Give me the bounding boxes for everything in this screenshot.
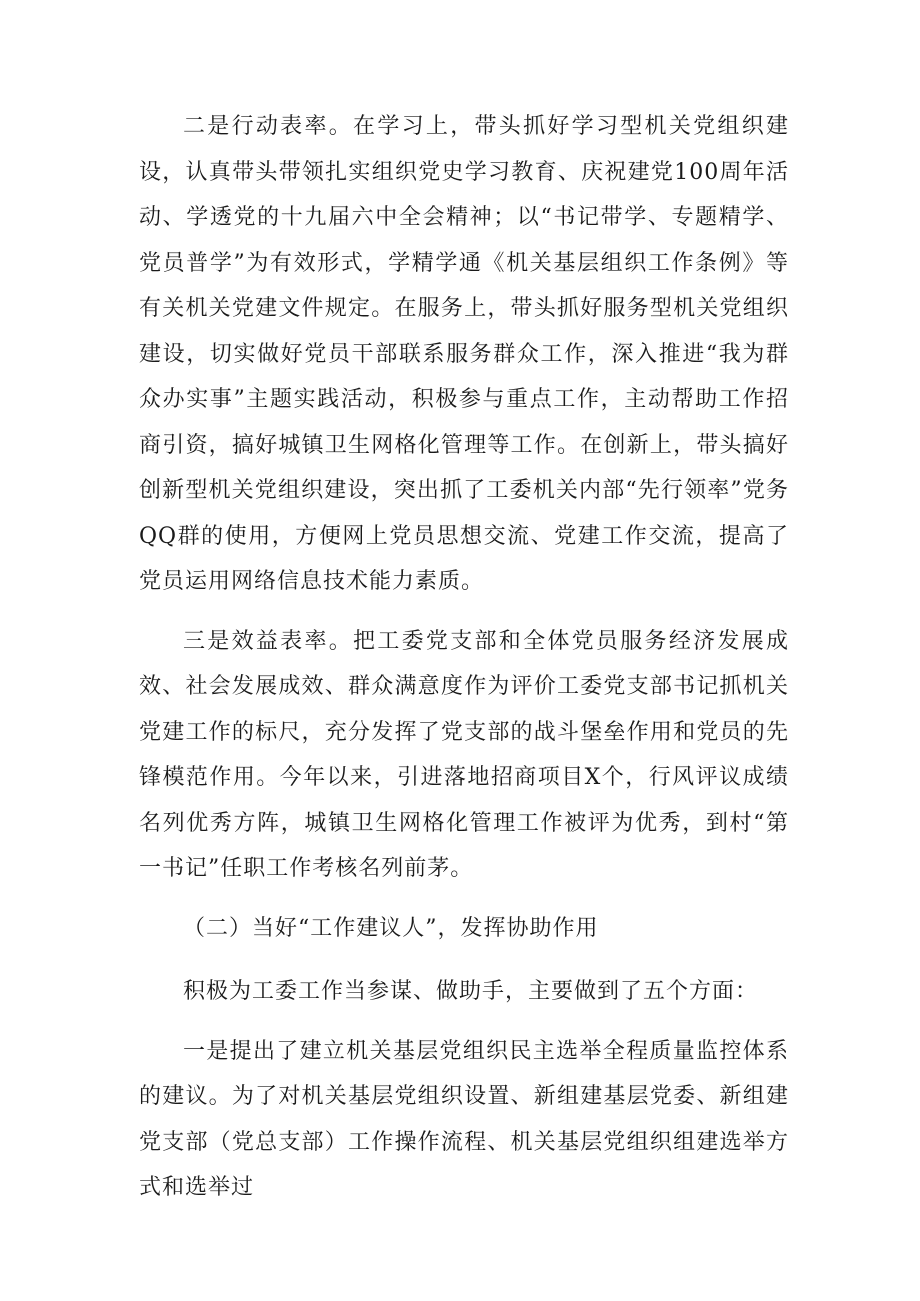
paragraph-action-example: 二是行动表率。在学习上，带头抓好学习型机关党组织建设，认真带头带领扎实组织党史学习教育、庆祝建党100周年活动、学透党的十九届六中全会精神；以“书记带学、专题精学、党员普学”为有效形式，学精学通《机关基层组织工作条例》等有关机关党建文件规定。在服务上，带头抓好服务型机关党组织建设，切实做好党员干部联系服务群众工作，深入推进“我为群众办实事”主题实践活动，积极参与重点工作，主动帮助工作招商引资，搞好城镇卫生网格化管理等工作。在创新上，带头搞好创新型机关党组织建设，突出抓了工委机关内部“先行领率”党务QQ群的使用，方便网上党员思想交流、党建工作交流，提高了党员运用网络信息技术能力素质。: [139, 114, 789, 594]
paragraph-proposal-one: 一是提出了建立机关基层党组织民主选举全程质量监控体系的建议。为了对机关基层党组织设置、新组建基层党委、新组建党支部（党总支部）工作操作流程、机关基层党组织组建选举方式和选举过: [139, 1038, 789, 1200]
paragraph-benefit-example: 三是效益表率。把工委党支部和全体党员服务经济发展成效、社会发展成效、群众满意度作为评价工委党支部书记抓机关党建工作的标尺，充分发挥了党支部的战斗堡垒作用和党员的先锋模范作用。今年以来，引进落地招商项目X个，行风评议成绩名列优秀方阵，城镇卫生网格化管理工作被评为优秀，到村“第一书记”任职工作考核名列前茅。: [139, 628, 789, 881]
section-heading-work-advisor: （二）当好“工作建议人”，发挥协助作用: [183, 915, 599, 941]
document-page: [139, 104, 789, 1211]
paragraph-five-aspects-intro: 积极为工委工作当参谋、做助手，主要做到了五个方面：: [183, 979, 759, 1004]
